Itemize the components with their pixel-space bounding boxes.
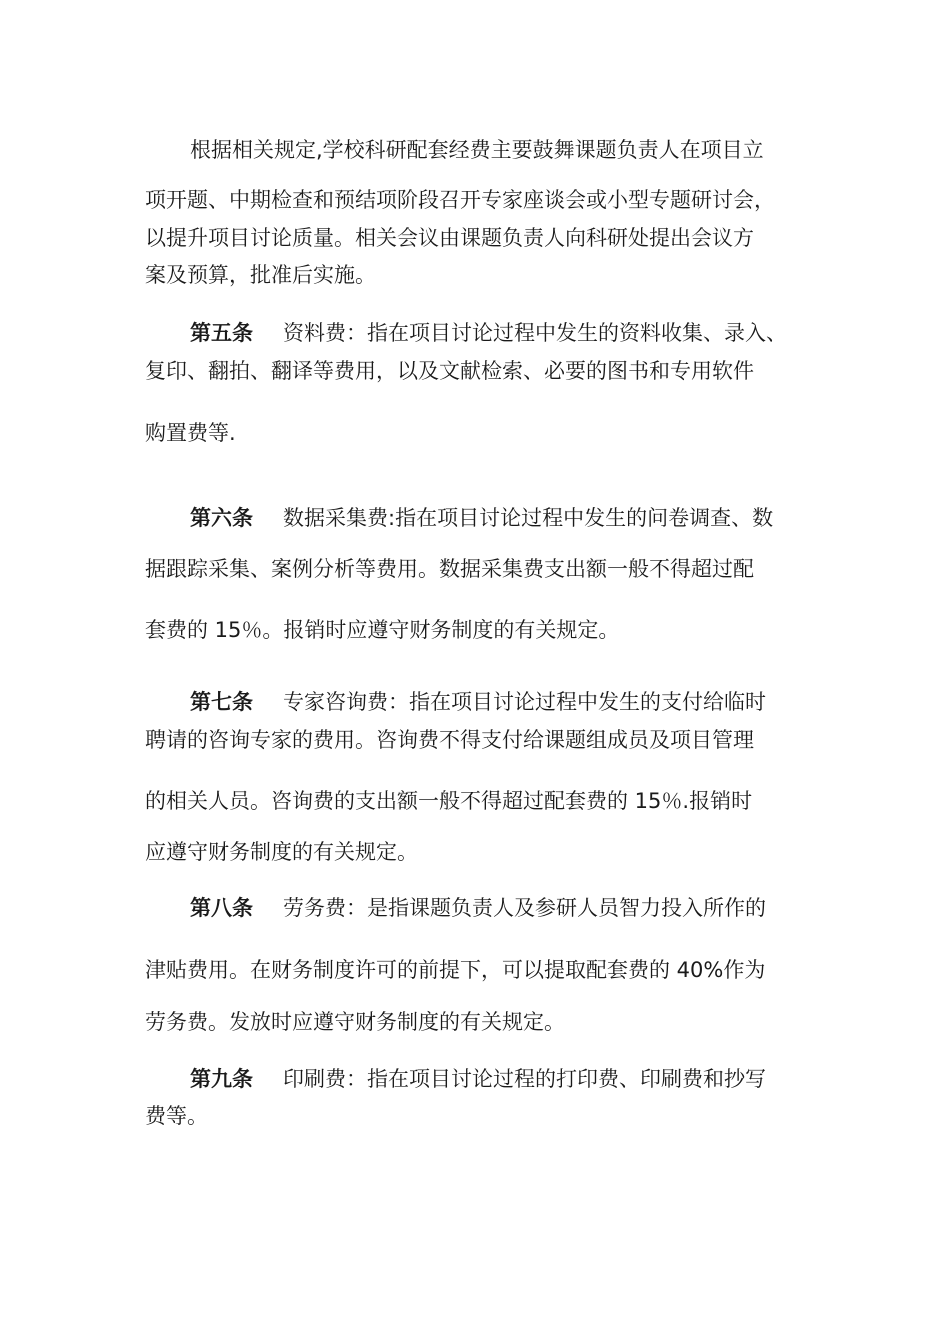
intro-line-2: 项开题、中期检查和预结项阶段召开专家座谈会或小型专题研讨会， [145, 188, 775, 212]
article-8-line-2: 津贴费用。在财务制度许可的前提下，可以提取配套费的 40%作为 [145, 958, 766, 982]
article-6-number: 第六条 [190, 506, 253, 530]
article-5-first-line [190, 320, 787, 346]
article-8-first-line [190, 895, 766, 921]
article-7-text: 专家咨询费：指在项目讨论过程中发生的支付给临时 [283, 690, 766, 714]
article-9-number: 第九条 [190, 1067, 253, 1091]
article-9-text: 印刷费：指在项目讨论过程的打印费、印刷费和抄写 [283, 1067, 766, 1091]
intro-line-1: 根据相关规定,学校科研配套经费主要鼓舞课题负责人在项目立 [190, 138, 764, 162]
article-8-number: 第八条 [190, 896, 253, 920]
article-9-first-line [190, 1066, 766, 1092]
article-6-line-2: 据跟踪采集、案例分析等费用。数据采集费支出额一般不得超过配 [145, 557, 754, 581]
article-7-line-3: 的相关人员。咨询费的支出额一般不得超过配套费的 15％.报销时 [145, 789, 753, 813]
article-5-line-3: 购置费等. [145, 421, 236, 445]
article-7-line-2: 聘请的咨询专家的费用。咨询费不得支付给课题组成员及项目管理 [145, 728, 754, 752]
article-5-line-2: 复印、翻拍、翻译等费用，以及文献检索、必要的图书和专用软件 [145, 359, 754, 383]
article-7-line-4: 应遵守财务制度的有关规定。 [145, 840, 418, 864]
article-5-text: 资料费：指在项目讨论过程中发生的资料收集、录入、 [283, 321, 787, 345]
article-5-number: 第五条 [190, 321, 253, 345]
article-9-line-2: 费等。 [145, 1104, 208, 1128]
article-6-line-3: 套费的 15％。报销时应遵守财务制度的有关规定。 [145, 618, 620, 642]
article-8-line-3: 劳务费。发放时应遵守财务制度的有关规定。 [145, 1010, 565, 1034]
article-6-first-line [190, 505, 773, 531]
article-6-text: 数据采集费:指在项目讨论过程中发生的问卷调查、数 [283, 506, 774, 530]
article-7-number: 第七条 [190, 690, 253, 714]
article-8-text: 劳务费：是指课题负责人及参研人员智力投入所作的 [283, 896, 766, 920]
article-7-first-line [190, 689, 766, 715]
intro-line-3: 以提升项目讨论质量。相关会议由课题负责人向科研处提出会议方 [145, 226, 754, 250]
intro-line-4: 案及预算，批准后实施。 [145, 263, 376, 287]
